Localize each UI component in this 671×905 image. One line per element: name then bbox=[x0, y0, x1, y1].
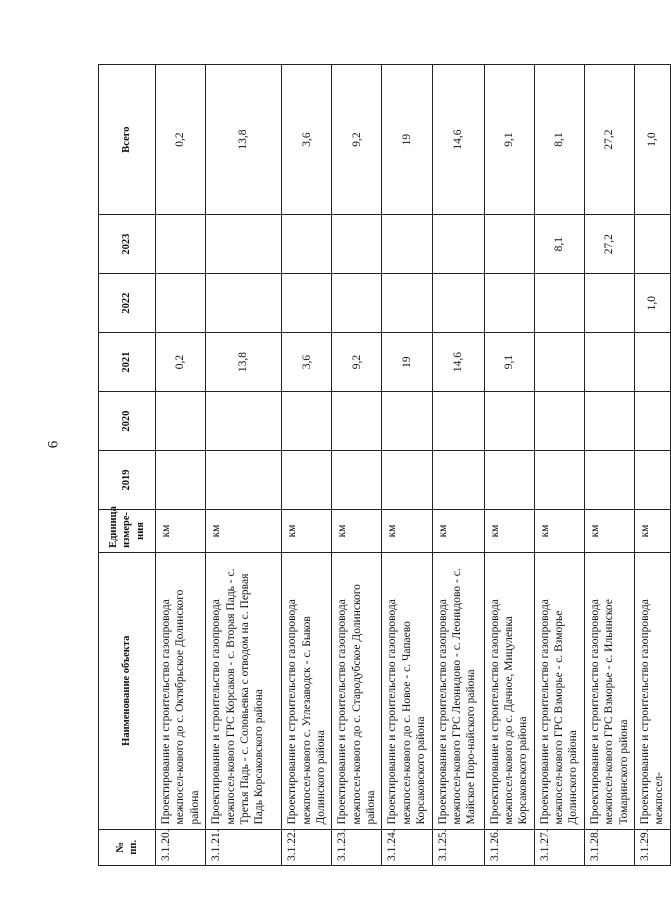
value-2020 bbox=[332, 392, 382, 451]
value-2021: 14,6 bbox=[432, 333, 484, 392]
value-total: 19 bbox=[382, 65, 432, 215]
object-name: Проектирование и строительство газопровода межпосел- bbox=[634, 552, 670, 829]
unit: км bbox=[584, 510, 634, 553]
row-number: 3.1.21. bbox=[206, 829, 282, 865]
row-number: 3.1.20. bbox=[156, 829, 206, 865]
value-total: 9,1 bbox=[484, 65, 534, 215]
value-2019 bbox=[206, 451, 282, 510]
value-2020 bbox=[206, 392, 282, 451]
value-2022 bbox=[156, 274, 206, 333]
header-unit: Единица измере-ния bbox=[99, 510, 156, 553]
object-name: Проектирование и строительство газопровода межпосел-кового ГРС Леонидово - с. Леонидово - с. Майское Поро-найского района bbox=[432, 552, 484, 829]
object-name: Проектирование и строительство газопровода межпосел-кового до с. Новое - с. Чапаево Корсаковского района bbox=[382, 552, 432, 829]
value-2023 bbox=[332, 215, 382, 274]
value-2023 bbox=[382, 215, 432, 274]
value-2022 bbox=[332, 274, 382, 333]
value-2022 bbox=[534, 274, 584, 333]
value-total: 0,2 bbox=[156, 65, 206, 215]
value-2023 bbox=[156, 215, 206, 274]
header-no: № пп. bbox=[99, 829, 156, 865]
value-2021 bbox=[584, 333, 634, 392]
table-row bbox=[584, 65, 634, 866]
value-2020 bbox=[584, 392, 634, 451]
table-row bbox=[156, 65, 206, 866]
value-2022 bbox=[584, 274, 634, 333]
value-2023 bbox=[484, 215, 534, 274]
value-total: 27,2 bbox=[584, 65, 634, 215]
objects-table bbox=[98, 64, 671, 866]
table-row bbox=[332, 65, 382, 866]
value-total: 9,2 bbox=[332, 65, 382, 215]
value-2019 bbox=[382, 451, 432, 510]
value-2019 bbox=[634, 451, 670, 510]
value-total: 14,6 bbox=[432, 65, 484, 215]
unit: км bbox=[332, 510, 382, 553]
value-total: 8,1 bbox=[534, 65, 584, 215]
value-2020 bbox=[382, 392, 432, 451]
value-2021 bbox=[534, 333, 584, 392]
unit: км bbox=[382, 510, 432, 553]
header-2022: 2022 bbox=[99, 274, 156, 333]
table-row bbox=[534, 65, 584, 866]
row-number: 3.1.23. bbox=[332, 829, 382, 865]
value-2023 bbox=[432, 215, 484, 274]
row-number: 3.1.22. bbox=[282, 829, 332, 865]
value-2021: 9,2 bbox=[332, 333, 382, 392]
object-name: Проектирование и строительство газопровода межпосел-кового ГРС Взморье - с. Ильинское Томаринского района bbox=[584, 552, 634, 829]
object-name: Проектирование и строительство газопровода межпосел-кового до с. Дачное, Мицулевка Корсаковского района bbox=[484, 552, 534, 829]
object-name: Проектирование и строительство газопровода межпосел-кового с. Углезаводск - с. Быков Долинского района bbox=[282, 552, 332, 829]
value-2021 bbox=[634, 333, 670, 392]
value-2019 bbox=[282, 451, 332, 510]
unit: км bbox=[634, 510, 670, 553]
value-2020 bbox=[634, 392, 670, 451]
unit: км bbox=[484, 510, 534, 553]
value-total: 3,6 bbox=[282, 65, 332, 215]
value-2021: 13,8 bbox=[206, 333, 282, 392]
value-2021: 3,6 bbox=[282, 333, 332, 392]
page-number: 6 bbox=[45, 440, 62, 449]
value-2019 bbox=[156, 451, 206, 510]
unit: км bbox=[432, 510, 484, 553]
row-number: 3.1.25. bbox=[432, 829, 484, 865]
value-2022: 1,0 bbox=[634, 274, 670, 333]
table-header-row bbox=[99, 65, 156, 866]
value-2019 bbox=[432, 451, 484, 510]
value-2021: 9,1 bbox=[484, 333, 534, 392]
row-number: 3.1.24. bbox=[382, 829, 432, 865]
value-total: 1,0 bbox=[634, 65, 670, 215]
value-2023 bbox=[282, 215, 332, 274]
value-2022 bbox=[382, 274, 432, 333]
row-number: 3.1.27. bbox=[534, 829, 584, 865]
table-row bbox=[432, 65, 484, 866]
header-2021: 2021 bbox=[99, 333, 156, 392]
row-number: 3.1.29. bbox=[634, 829, 670, 865]
value-2020 bbox=[484, 392, 534, 451]
header-name: Наименование объекта bbox=[99, 552, 156, 829]
object-name: Проектирование и строительство газопровода межпосел-кового до с. Октябрьское Долинского района bbox=[156, 552, 206, 829]
value-2019 bbox=[534, 451, 584, 510]
value-2020 bbox=[156, 392, 206, 451]
value-2023: 27,2 bbox=[584, 215, 634, 274]
value-total: 13,8 bbox=[206, 65, 282, 215]
value-2019 bbox=[584, 451, 634, 510]
value-2021: 19 bbox=[382, 333, 432, 392]
value-2021: 0,2 bbox=[156, 333, 206, 392]
value-2023 bbox=[206, 215, 282, 274]
unit: км bbox=[534, 510, 584, 553]
table-row bbox=[484, 65, 534, 866]
rotated-table-container bbox=[98, 64, 666, 866]
value-2020 bbox=[534, 392, 584, 451]
value-2019 bbox=[332, 451, 382, 510]
object-name: Проектирование и строительство газопровода межпосел-кового до с. Стародубское Долинского района bbox=[332, 552, 382, 829]
table-row bbox=[382, 65, 432, 866]
object-name: Проектирование и строительство газопровода межпосел-кового ГРС Взморье - с. Взморье Долинского района bbox=[534, 552, 584, 829]
header-2019: 2019 bbox=[99, 451, 156, 510]
value-2022 bbox=[432, 274, 484, 333]
value-2023: 8,1 bbox=[534, 215, 584, 274]
header-total: Всего bbox=[99, 65, 156, 215]
unit: км bbox=[156, 510, 206, 553]
object-name: Проектирование и строительство газопровода межпосел-кового ГРС Корсаков - с. Вторая Падь - с. Третья Падь - с. Соловьевка с отводом на с. Первая Падь Корсаковского района bbox=[206, 552, 282, 829]
table-row bbox=[634, 65, 670, 866]
value-2019 bbox=[484, 451, 534, 510]
table-row bbox=[282, 65, 332, 866]
unit: км bbox=[282, 510, 332, 553]
row-number: 3.1.26. bbox=[484, 829, 534, 865]
header-2023: 2023 bbox=[99, 215, 156, 274]
value-2022 bbox=[282, 274, 332, 333]
value-2020 bbox=[432, 392, 484, 451]
value-2022 bbox=[206, 274, 282, 333]
unit: км bbox=[206, 510, 282, 553]
table-row bbox=[206, 65, 282, 866]
row-number: 3.1.28. bbox=[584, 829, 634, 865]
header-2020: 2020 bbox=[99, 392, 156, 451]
value-2023 bbox=[634, 215, 670, 274]
value-2020 bbox=[282, 392, 332, 451]
value-2022 bbox=[484, 274, 534, 333]
